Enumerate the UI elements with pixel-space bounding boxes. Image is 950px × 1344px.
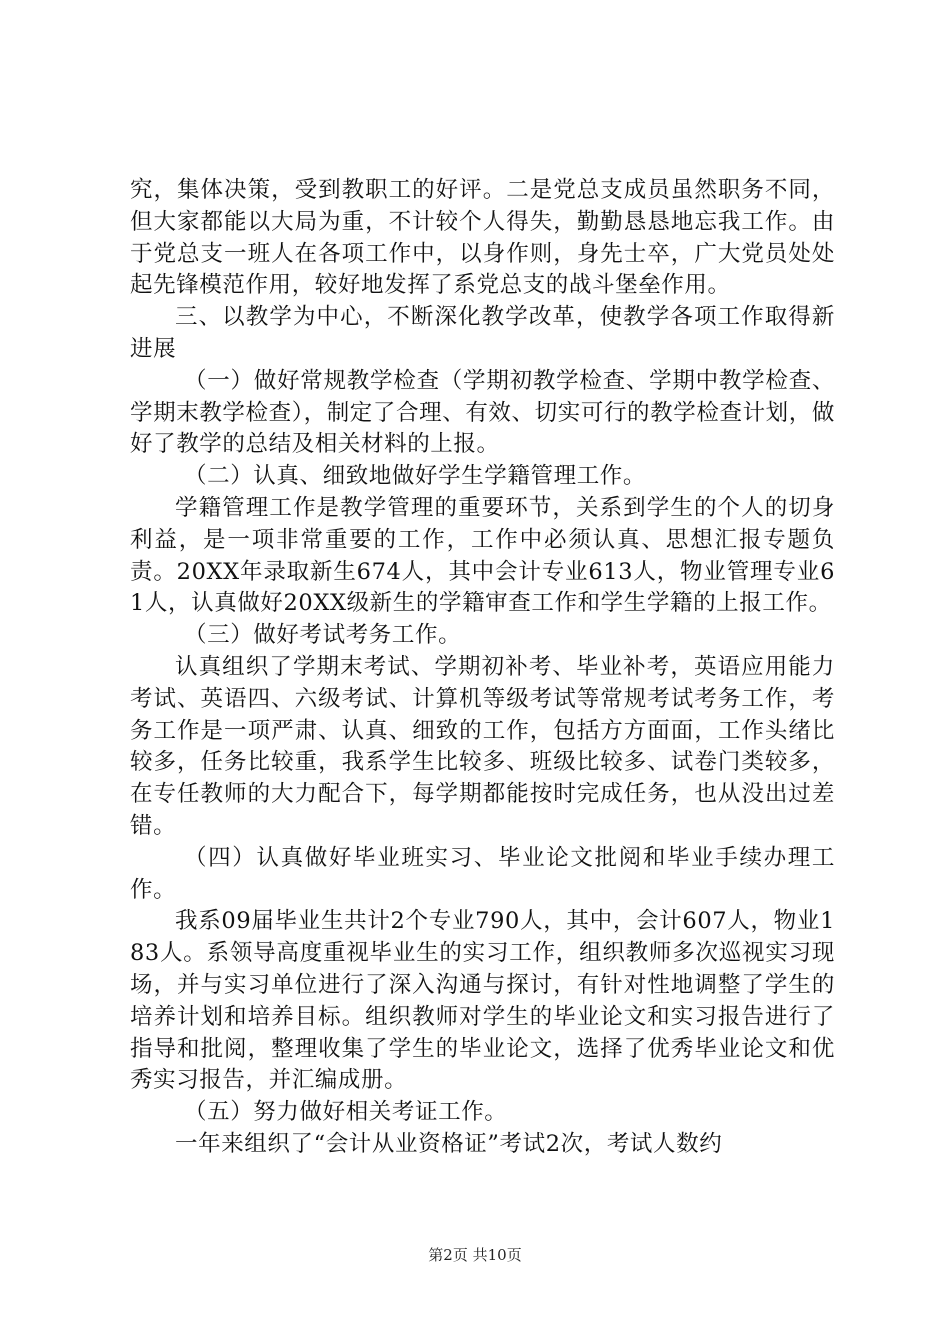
paragraph-graduation: 我系09届毕业生共计2个专业790人，其中，会计607人，物业183人。系领导高度重视毕业生的实习工作，组织教师多次巡视实习现场，并与实习单位进行了深入沟通与探讨，有针对性地调整了学生的培养计划和培养目标。组织教师对学生的毕业论文和实习报告进行了指导和批阅，整理收集了学生的毕业论文，选择了优秀毕业论文和优秀实习报告，并汇编成册。 — [130, 908, 835, 1094]
section-heading-teaching: 三、以教学为中心，不断深化教学改革，使教学各项工作取得新进展 — [130, 304, 835, 362]
paragraph-exam-affairs: 认真组织了学期末考试、学期初补考、毕业补考，英语应用能力考试、英语四、六级考试、计算机等级考试等常规考试考务工作，考务工作是一项严肃、认真、细致的工作，包括方方面面，工作头绪比较多，任务比较重，我系学生比较多、班级比较多、试卷门类较多，在专任教师的大力配合下，每学期都能按时完成任务，也从没出过差错。 — [130, 653, 835, 839]
subheading-routine-inspection: （一）做好常规教学检查（学期初教学检查、学期中教学检查、学期末教学检查），制定了合理、有效、切实可行的教学检查计划，做好了教学的总结及相关材料的上报。 — [130, 367, 835, 458]
subheading-graduation: （四）认真做好毕业班实习、毕业论文批阅和毕业手续办理工作。 — [130, 844, 835, 903]
page-footer — [0, 1244, 950, 1265]
document-body — [130, 175, 835, 1161]
page-number: 第2页 共10页 — [428, 1246, 522, 1264]
paragraph-continued: 究，集体决策，受到教职工的好评。二是党总支成员虽然职务不同，但大家都能以大局为重，不计较个人得失，勤勤恳恳地忘我工作。由于党总支一班人在各项工作中，以身作则，身先士卒，广大党员处处起先锋模范作用，较好地发挥了系党总支的战斗堡垒作用。 — [130, 177, 835, 299]
paragraph-certification: 一年来组织了“会计从业资格证”考试2次，考试人数约 — [175, 1130, 723, 1157]
paragraph-student-records: 学籍管理工作是教学管理的重要环节，关系到学生的个人的切身利益，是一项非常重要的工作，工作中必须认真、思想汇报专题负责。20XX年录取新生674人，其中会计专业613人，物业管理专业61人，认真做好20XX级新生的学籍审查工作和学生学籍的上报工作。 — [130, 494, 835, 617]
subheading-certification: （五）努力做好相关考证工作。 — [184, 1099, 508, 1126]
subheading-student-records: （二）认真、细致地做好学生学籍管理工作。 — [184, 463, 647, 490]
subheading-exam-affairs: （三）做好考试考务工作。 — [184, 622, 462, 649]
